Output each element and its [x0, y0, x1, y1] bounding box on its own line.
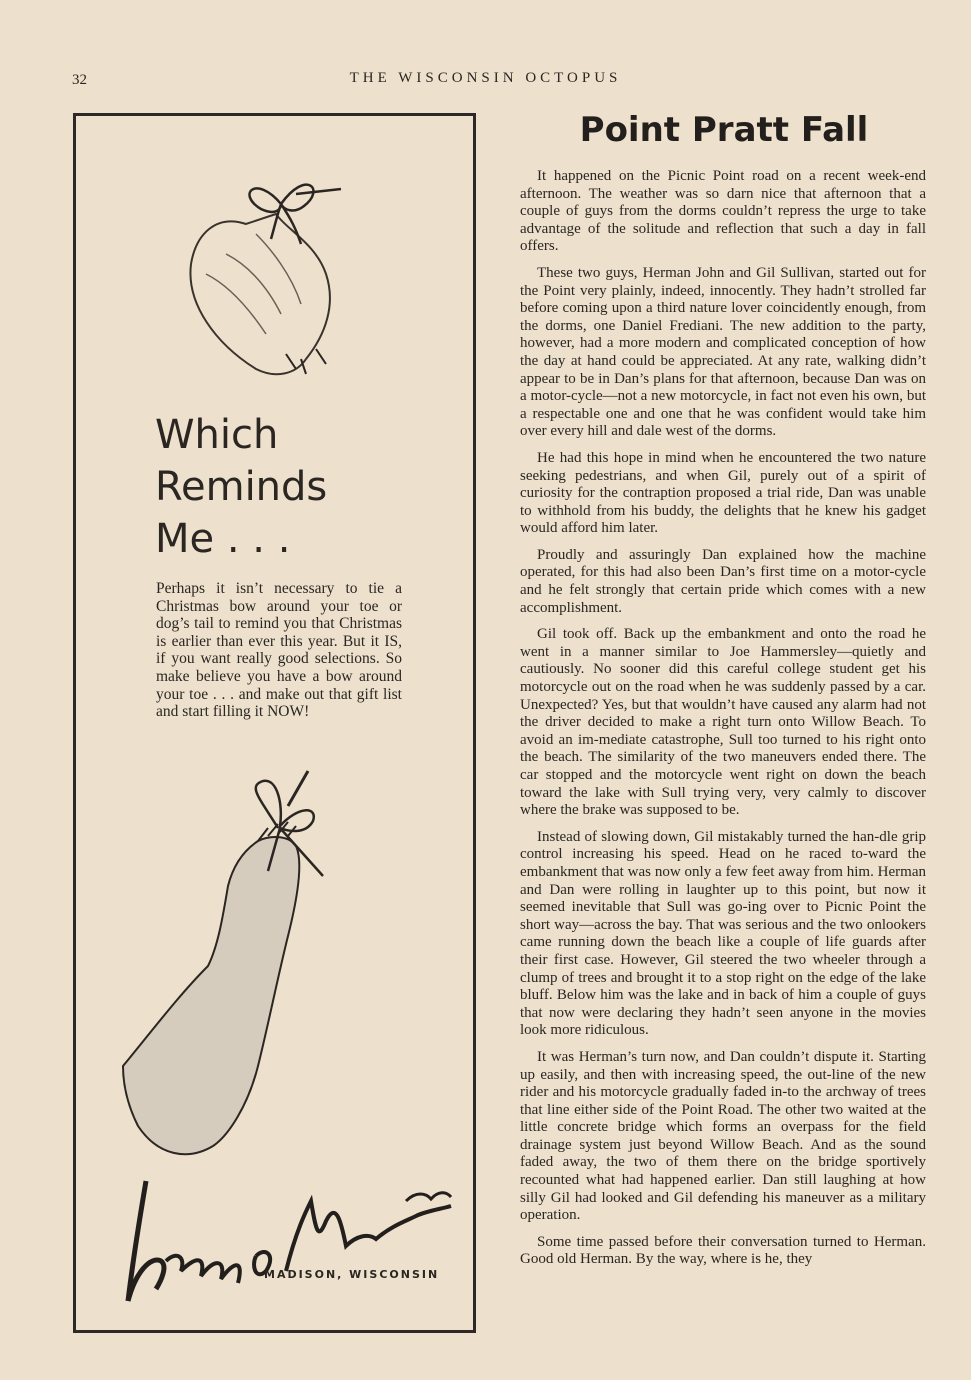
article-paragraph: Some time passed before their conversation turned to Herman. Good old Herman. By the way, where is he, they	[520, 1233, 926, 1268]
leg-with-toe-bow-illustration	[118, 766, 338, 1186]
dog-tail-bow-illustration	[186, 154, 366, 384]
article-paragraph: Gil took off. Back up the embankment and onto the road he went in a manner similar to Joe Hammersley—quietly and cautiously. No sooner did this careful college student get his motorcycle out on the road when he was suddenly passed by a car. Unexpected? Yes, but that wouldn’t have caused any alarm had not the driver decided to make a right turn onto Willow Beach. To avoid an im-mediate catastrophe, Sull too turned to his right onto the beach. The similarity of the two maneuvers ended there. The car stopped and the motorcycle went right on down the beach toward the lake with Sull trying very, very calmly to discover where the brake was supposed to be.	[520, 626, 926, 819]
ad-heading-line: Which	[155, 412, 279, 458]
manchester-signature-logo	[106, 1161, 466, 1311]
ad-heading-line: Me . . .	[155, 516, 291, 562]
ad-city: MADISON, WISCONSIN	[264, 1268, 440, 1281]
article-paragraph: He had this hope in mind when he encountered the two nature seeking pedestrians, and when Gil, purely out of a spirit of curiosity for the contraption proposed a trial ride, Dan was unable to withhold from his buddy, the delights that he knew his gadget would afford him later.	[520, 449, 926, 537]
ad-heading-line: Reminds	[155, 464, 328, 510]
article-paragraph: Instead of slowing down, Gil mistakably turned the han-dle grip control increasing his speed. Head on he raced to-ward the embankment that was now only a few feet away from him. Herman and Dan were rolling in laughter up to this point, but now it seemed inevitable that Sull was go-ing over to Picnic Point the short way—across the bay. That was serious and the two onlookers came running down the beach like a couple of life guards after their first case. However, Gil steered the two wheeler through a clump of trees and brought it to a stop right on the edge of the lake bluff. Below him was the lake and in back of him a couple of guys that now were declaring they hadn’t seen anyone in the movies look more ridiculous.	[520, 828, 926, 1039]
ad-heading	[155, 409, 327, 565]
article-paragraph: It was Herman’s turn now, and Dan couldn’t dispute it. Starting up easily, and then with increasing speed, the out-line of the new rider and his motorcycle gradually faded in-to the archway of trees that line either side of the Point Road. The other two waited at the little concrete bridge which forms an overpass for the field drainage system just beyond Willow Beach. And as the sound faded away, the two of them there on the bridge sportively recounted what had happened earlier. Dan still laughing at how silly Gil had looked and Gil defending his maneuver as a military operation.	[520, 1048, 926, 1224]
article-title: Point Pratt Fall	[579, 110, 869, 150]
article-paragraph: These two guys, Herman John and Gil Sullivan, started out for the Point very plainly, indeed, innocently. They hadn’t strolled far before coming upon a third nature lover coincidently enough, from the dorms, one Daniel Frediani. The new addition to the party, however, had a more modern and complicated conception of how the day at hand could be appreciated. At any rate, walking didn’t appear to be in Dan’s plans for that afternoon, because Dan was on a motor-cycle—not a new motorcycle, in fact not even his own, but a respectable one and one that he was confident would take him over every hill and dale west of the dorms.	[520, 264, 926, 440]
article-body	[520, 168, 926, 1278]
article-paragraph: Proudly and assuringly Dan explained how the machine operated, for this had also been Dan’s first time on a motor-cycle and he felt strongly that certain pride which comes with a new accomplishment.	[520, 546, 926, 616]
page-number: 32	[72, 72, 87, 88]
ad-body-text: Perhaps it isn’t necessary to tie a Christmas bow around your toe or dog’s tail to remind you that Christmas is earlier than ever this year. But it IS, if you want really good selections. So make believe you have a bow around your toe . . . and make out that gift list and start filling it NOW!	[156, 580, 402, 721]
running-head: THE WISCONSIN OCTOPUS	[349, 70, 622, 86]
advertisement	[73, 113, 476, 1333]
article-paragraph: It happened on the Picnic Point road on a recent week-end afternoon. The weather was so darn nice that afternoon that a couple of guys from the dorms couldn’t repress the urge to take advantage of the solitude and reflection that such a day in fall offers.	[520, 168, 926, 255]
